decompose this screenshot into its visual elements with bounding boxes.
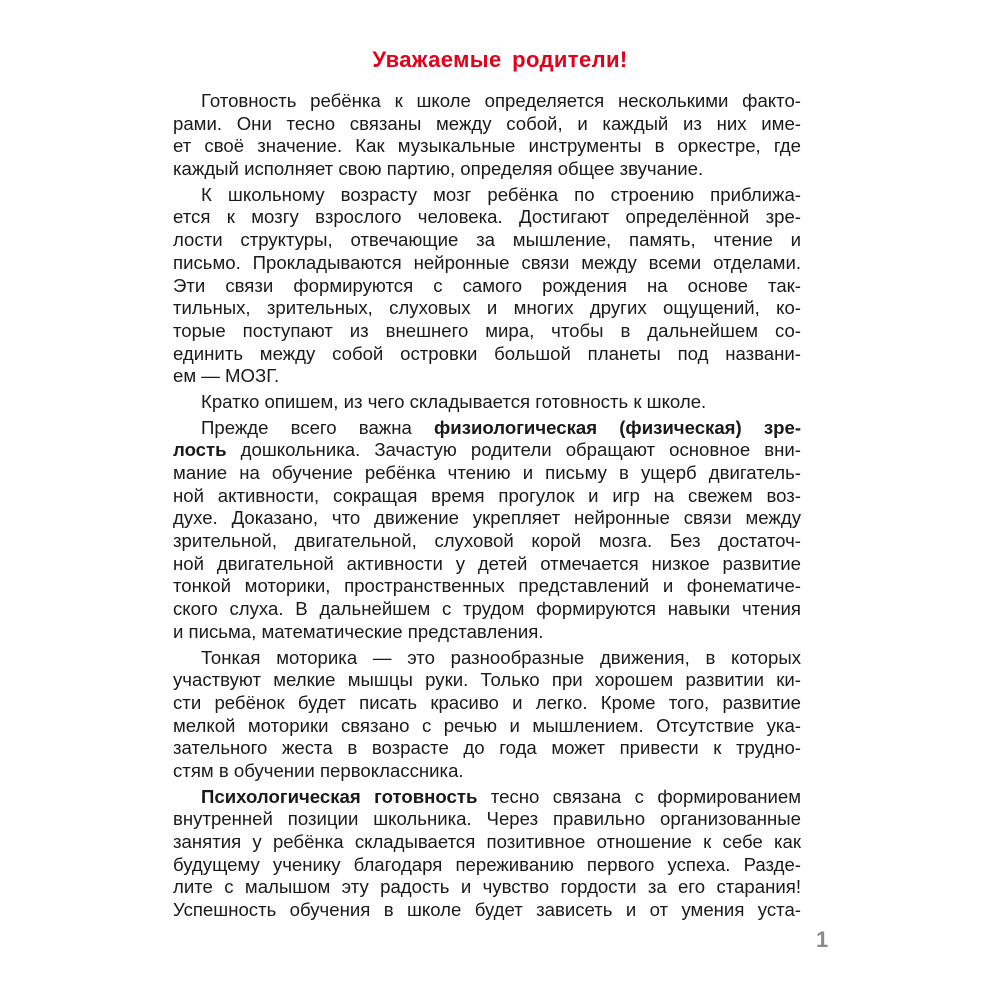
paragraph	[173, 786, 801, 922]
text-line	[173, 647, 801, 670]
text-segment: лости структуры, отвечающие за мышление, память, чтение и	[173, 229, 801, 251]
text-line	[173, 462, 801, 485]
text-line	[173, 899, 801, 922]
text-line	[173, 530, 801, 553]
text-line	[173, 158, 801, 181]
text-line	[173, 553, 801, 576]
page-title: Уважаемые родители!	[372, 47, 628, 72]
text-line	[173, 669, 801, 692]
text-line	[173, 598, 801, 621]
text-segment: духе. Доказано, что движение укрепляет нейронные связи между	[173, 507, 801, 529]
text-line	[173, 297, 801, 320]
text-line	[173, 417, 801, 440]
text-segment: тонкой моторики, пространственных представлений и фонематиче-	[173, 575, 801, 597]
text-segment: единить между собой островки большой планеты под названи-	[173, 342, 801, 364]
bold-term: лость	[173, 439, 227, 461]
text-line	[173, 365, 801, 388]
bold-term: физиологическая (физическая) зре-	[434, 416, 802, 438]
paragraph	[173, 417, 801, 644]
text-line	[173, 760, 801, 783]
page-number: 1	[816, 927, 829, 952]
text-line	[173, 485, 801, 508]
text-segment: Кратко опишем, из чего складывается готовность к школе.	[201, 390, 707, 412]
text-segment: тильных, зрительных, слуховых и многих других ощущений, ко-	[173, 297, 801, 319]
text-segment: ет своё значение. Как музыкальные инструменты в оркестре, где	[173, 135, 801, 157]
text-segment: каждый исполняет свою партию, определяя общее звучание.	[173, 158, 704, 180]
text-segment: будущему ученику благодаря переживанию первого успеха. Разде-	[173, 853, 801, 875]
text-segment: письмо. Прокладываются нейронные связи между всеми отделами.	[173, 251, 801, 273]
text-line	[173, 439, 801, 462]
text-line	[173, 831, 801, 854]
text-line	[173, 854, 801, 877]
text-segment: сти ребёнок будет писать красиво и легко. Кроме того, развитие	[173, 691, 801, 713]
text-line	[173, 715, 801, 738]
text-segment: ется к мозгу взрослого человека. Достигают определённой зре-	[173, 206, 801, 228]
text-segment: Готовность ребёнка к школе определяется несколькими факто-	[201, 90, 801, 111]
text-line	[173, 737, 801, 760]
text-segment: зрительной, двигательной, слуховой корой мозга. Без достаточ-	[173, 530, 801, 552]
text-segment: стям в обучении первоклассника.	[173, 759, 464, 781]
text-segment: зательного жеста в возрасте до года может привести к трудно-	[173, 737, 801, 759]
text-line	[173, 135, 801, 158]
text-line	[173, 206, 801, 229]
paragraph	[173, 391, 801, 414]
text-line	[173, 575, 801, 598]
text-line	[173, 876, 801, 899]
text-segment: Успешность обучения в школе будет зависеть и от умения уста-	[173, 899, 801, 921]
text-segment: ной активности, сокращая время прогулок и игр на свежем воз-	[173, 484, 801, 506]
text-segment: ского слуха. В дальнейшем с трудом формируются навыки чтения	[173, 598, 801, 620]
text-line	[173, 113, 801, 136]
text-segment: мелкой моторики связано с речью и мышлением. Отсутствие ука-	[173, 714, 801, 736]
text-segment: рами. Они тесно связаны между собой, и каждый из них име-	[173, 112, 801, 134]
paragraph	[173, 184, 801, 388]
text-line	[173, 320, 801, 343]
text-line	[173, 343, 801, 366]
text-segment: тесно связана с формированием	[477, 785, 801, 807]
text-line	[173, 692, 801, 715]
text-line	[173, 507, 801, 530]
text-line	[173, 275, 801, 298]
text-line	[173, 90, 801, 113]
text-line	[173, 391, 801, 414]
text-segment: внутренней позиции школьника. Через правильно организованные	[173, 808, 801, 830]
text-segment: участвуют мелкие мышцы руки. Только при хорошем развитии ки-	[173, 669, 801, 691]
text-line	[173, 808, 801, 831]
paragraph	[173, 647, 801, 783]
text-segment: ной двигательной активности у детей отмечается низкое развитие	[173, 552, 801, 574]
text-line	[173, 621, 801, 644]
text-segment: Прежде всего важна	[201, 416, 434, 438]
text-segment: дошкольника. Зачастую родители обращают основное вни-	[226, 439, 801, 461]
paragraph	[173, 90, 801, 181]
text-segment: К школьному возрасту мозг ребёнка по строению приближа-	[201, 183, 801, 205]
text-segment: мание на обучение ребёнка чтению и письму в ущерб двигатель-	[173, 462, 801, 483]
text-segment: и письма, математические представления.	[173, 620, 544, 642]
bold-term: Психологическая готовность	[201, 785, 478, 807]
text-segment: лите с малышом эту радость и чувство гордости за его старания!	[173, 876, 801, 898]
text-line	[173, 184, 801, 207]
text-segment: Эти связи формируются с самого рождения на основе так-	[173, 274, 801, 296]
text-segment: занятия у ребёнка складывается позитивное отношение к себе как	[173, 831, 801, 852]
text-line	[173, 252, 801, 275]
text-segment: Тонкая моторика — это разнообразные движения, в которых	[201, 646, 801, 668]
text-segment: торые поступают из внешнего мира, чтобы в дальнейшем со-	[173, 319, 801, 341]
text-segment: ем — МОЗГ.	[173, 365, 280, 387]
body-text	[173, 90, 801, 922]
text-line	[173, 786, 801, 809]
text-line	[173, 229, 801, 252]
